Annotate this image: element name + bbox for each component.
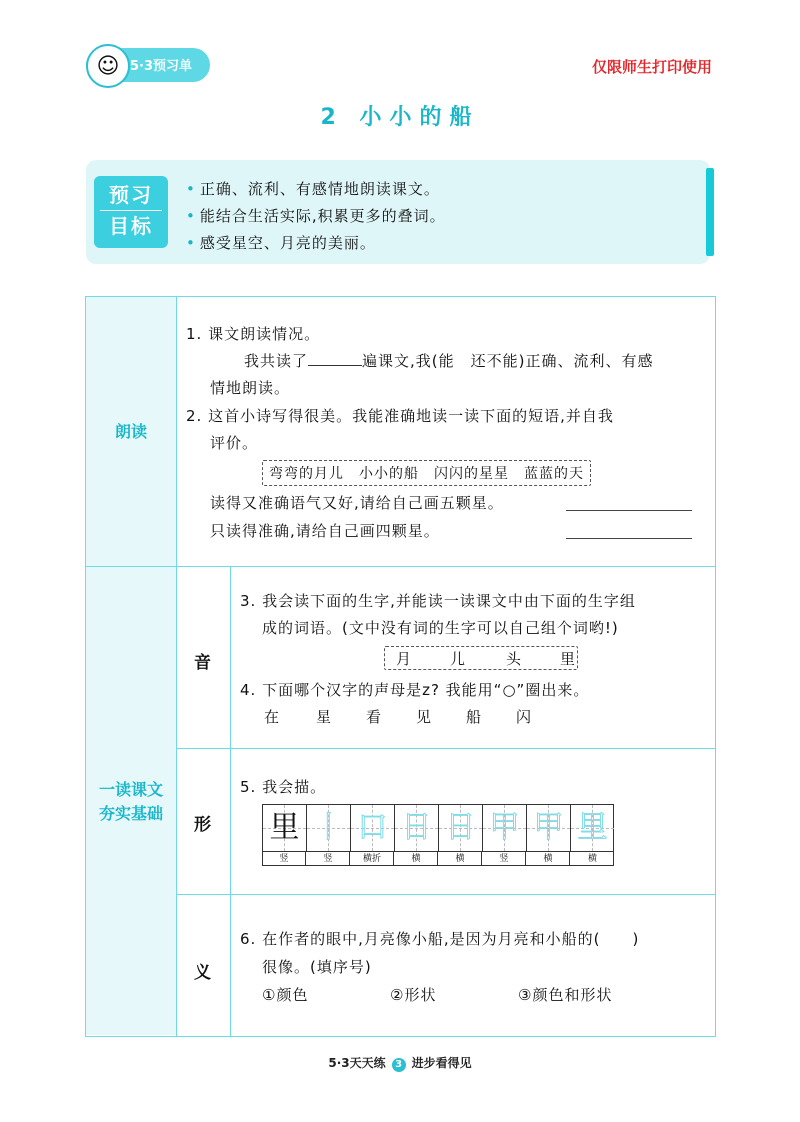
stroke-name: 横: [395, 852, 438, 866]
page-number: 3: [392, 1058, 406, 1072]
grid-cell[interactable]: 日: [395, 805, 439, 851]
q1-text-cont: 情地朗读。: [210, 379, 291, 397]
option-char[interactable]: 看: [366, 708, 383, 726]
q3-line2: 成的词语。(文中没有词的生字可以自己组个词哟!): [262, 619, 619, 637]
stroke-name: 横: [587, 854, 597, 864]
stroke-name: 横折: [351, 852, 394, 866]
char-item: 头: [506, 650, 523, 668]
row-divider: [176, 748, 715, 749]
choice-option[interactable]: ③颜色和形状: [518, 986, 613, 1004]
goals-label: [94, 176, 168, 248]
grid-cell[interactable]: 日: [439, 805, 483, 851]
five-star-line[interactable]: [566, 510, 692, 511]
footer-right: 进步看得见: [411, 1056, 472, 1070]
footer: [0, 1054, 800, 1072]
goals-label-line1: 预习: [100, 180, 162, 211]
grid-cell: 里: [263, 805, 307, 851]
option-char[interactable]: 船: [466, 708, 483, 726]
phrase-box: 弯弯的月儿 小小的船 闪闪的星星 蓝蓝的天: [262, 460, 591, 486]
goal-item: • 能结合生活实际,积累更多的叠词。: [186, 207, 446, 225]
q1-title: 1. 课文朗读情况。: [186, 325, 321, 343]
badge-label: 5·3预习单: [130, 59, 193, 74]
q6-line2: 很像。(填序号): [262, 958, 372, 976]
grid-cell[interactable]: 里: [571, 805, 614, 851]
bullet-icon: •: [186, 234, 196, 252]
four-star-line[interactable]: [566, 538, 692, 539]
char-item: 儿: [450, 650, 467, 668]
q1-text: 我共读了 遍课文,我(能 还不能)正确、流利、有感: [244, 352, 654, 370]
goals-accent-bar: [706, 168, 714, 256]
sound-label: 音: [194, 653, 211, 673]
stroke-name: 横: [527, 852, 570, 866]
q2-line1: 2. 这首小诗写得很美。我能准确地读一读下面的短语,并自我: [186, 407, 614, 425]
goal-item: • 正确、流利、有感情地朗读课文。: [186, 180, 440, 198]
q2-line2: 评价。: [210, 434, 259, 452]
reading-label: 朗读: [114, 422, 147, 441]
eval-five-stars: 读得又准确语气又好,请给自己画五颗星。: [210, 494, 504, 512]
choice-option[interactable]: ②形状: [390, 986, 437, 1004]
bullet-icon: •: [186, 180, 196, 198]
grid-cell[interactable]: 丨: [307, 805, 351, 851]
reading-count-blank[interactable]: [308, 351, 362, 366]
stroke-name: 横: [439, 852, 482, 866]
option-char[interactable]: 见: [416, 708, 433, 726]
grid-cell[interactable]: 甲: [527, 805, 571, 851]
stroke-name: 竖: [263, 852, 306, 866]
goal-item: • 感受星空、月亮的美丽。: [186, 234, 376, 252]
stroke-name: 竖: [483, 852, 526, 866]
goals-label-line2: 目标: [109, 214, 153, 238]
footer-left: 5·3天天练: [328, 1056, 386, 1070]
char-item: 月: [396, 650, 413, 668]
mascot-icon: ☺: [86, 44, 130, 88]
sub-column-divider: [230, 566, 231, 1036]
option-char[interactable]: 在: [264, 708, 281, 726]
grid-cell[interactable]: 甲: [483, 805, 527, 851]
option-char[interactable]: 星: [316, 708, 333, 726]
print-restriction: 仅限师生打印使用: [592, 58, 713, 76]
stroke-name: 竖: [307, 852, 350, 866]
row-divider: [176, 894, 715, 895]
q3-line1: 3. 我会读下面的生字,并能读一读课文中由下面的生字组: [240, 592, 636, 610]
option-char[interactable]: 闪: [516, 708, 533, 726]
char-item: 里: [560, 650, 577, 668]
row-divider: [85, 566, 715, 567]
q4-text: 4. 下面哪个汉字的声母是z? 我能用“○”圈出来。: [240, 681, 590, 699]
bullet-icon: •: [186, 207, 196, 225]
eval-four-stars: 只读得准确,请给自己画四颗星。: [210, 522, 440, 540]
column-divider: [176, 296, 177, 1036]
q5-text: 5. 我会描。: [240, 778, 327, 796]
basics-label: 一读课文 夯实基础: [98, 780, 163, 823]
shape-label: 形: [194, 815, 211, 835]
choice-option[interactable]: ①颜色: [262, 986, 309, 1004]
grid-cell[interactable]: 口: [351, 805, 395, 851]
q6-line1: 6. 在作者的眼中,月亮像小船,是因为月亮和小船的( ): [240, 930, 640, 948]
char-box: [384, 646, 578, 670]
stroke-grid: [262, 804, 614, 866]
stroke-row: [263, 851, 613, 866]
page-title: 2 小小的船: [320, 105, 480, 130]
meaning-label: 义: [194, 963, 211, 983]
